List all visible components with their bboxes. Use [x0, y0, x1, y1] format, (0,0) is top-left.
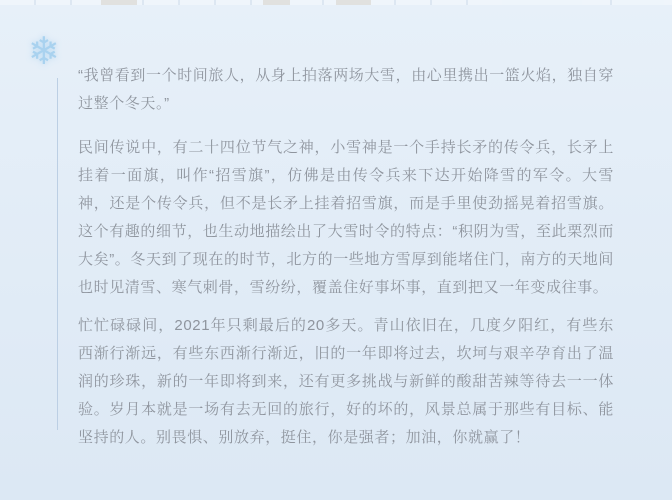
- tab-sliver: [101, 0, 137, 5]
- tab-sliver: [502, 0, 582, 5]
- tab-sliver: [614, 0, 664, 5]
- paragraph-quote: “我曾看到一个时间旅人，从身上拍落两场大雪，由心里携出一篮火焰，独自穿过整个冬天。”: [78, 67, 614, 112]
- paragraph-snow-legend: 民间传说中，有二十四位节气之神，小雪神是一个手持长矛的传令兵，长矛上挂着一面旗，叫作“招雪旗”，仿佛是由传令兵来下达开始降雪的军令。大雪神，还是个传令兵，但不是长矛上挂着招雪旗，而是手里使劲摇晃着招雪旗。 这个有趣的细节，也生动地描绘出了大雪时令的特点：“积阴为雪，至此栗烈而大矣”。冬天到了现在的时节，北方的一些地方雪厚到能堵住门，南方的天地间也时见清雪、寒气刺骨，雪纷纷，覆盖住好事坏事，直到把又一年变成往事。: [78, 139, 614, 296]
- tab-strip: [0, 0, 672, 5]
- tab-sliver: [336, 0, 371, 5]
- paragraph-year-end: 忙忙碌碌间，2021年只剩最后的20多天。青山依旧在，几度夕阳红，有些东西渐行渐远，有些东西渐行渐近，旧的一年即将过去，坎坷与艰辛孕育出了温润的珍珠，新的一年即将到来，还有更多挑战与新鲜的酸甜苦辣等待去一一体验。岁月本就是一场有去无回的旅行，好的坏的，风景总属于那些有目标、能坚持的人。别畏惧、别放弃，挺住，你是强者；加油，你就赢了！: [78, 317, 614, 446]
- article-text: [78, 62, 614, 452]
- tab-sliver: [263, 0, 290, 5]
- snowflake-icon: ❄: [28, 31, 60, 73]
- vertical-divider-line: [57, 78, 58, 430]
